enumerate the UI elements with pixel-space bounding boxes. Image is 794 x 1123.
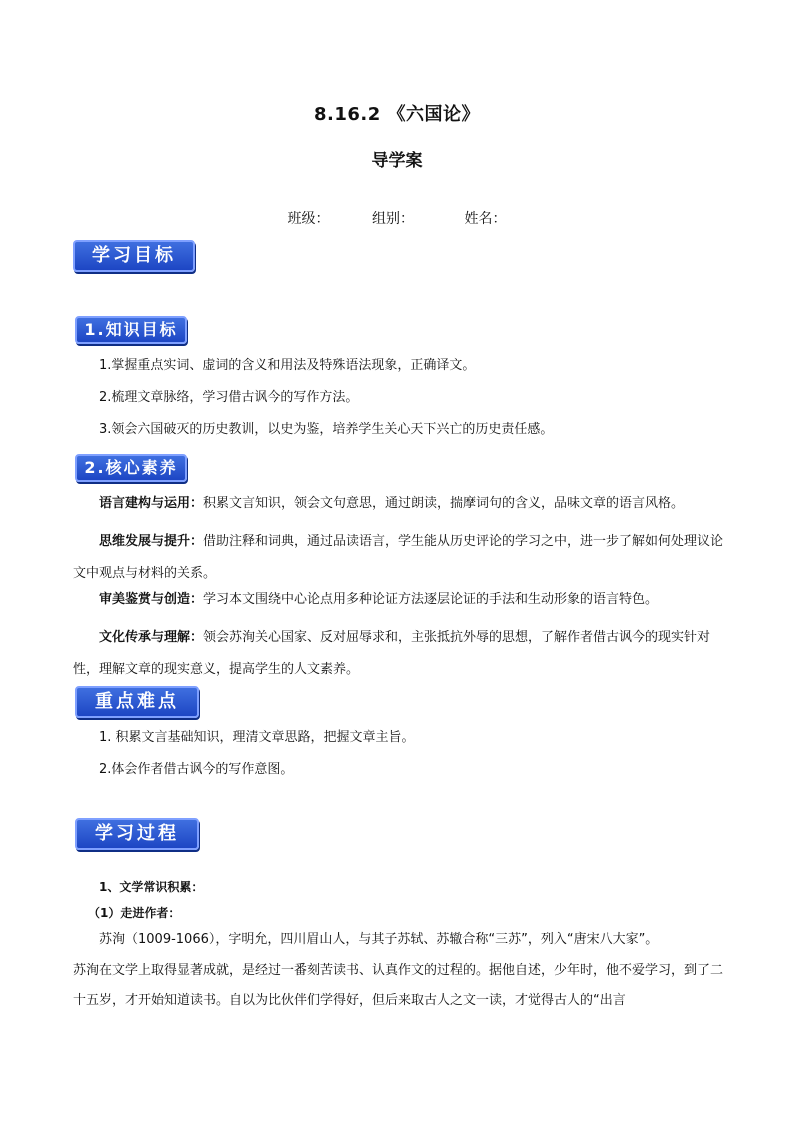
literacy-text: 借助注释和词典，通过品读语言，学生能从历史评论的学习之中，进一步了解如何处理议论文中观点与材料的关系。	[73, 534, 724, 581]
literacy-text: 领会苏洵关心国家、反对屈辱求和，主张抵抗外辱的思想，了解作者借古讽今的现实针对性，理解文章的现实意义，提高学生的人文素养。	[73, 630, 711, 677]
literacy-text: 积累文言知识，领会文句意思，通过朗读，揣摩词句的含义，品味文章的语言风格。	[203, 496, 685, 511]
core-literacy-banner: 2.核心素养	[75, 454, 187, 482]
literacy-item	[73, 494, 725, 514]
class-label: 班级：	[287, 211, 330, 227]
learning-goals-banner: 学习目标	[73, 240, 195, 272]
name-label: 姓名：	[464, 211, 507, 227]
key-points-banner: 重点难点	[75, 686, 199, 718]
literacy-label: 审美鉴赏与创造：	[99, 592, 204, 607]
literacy-item	[73, 590, 725, 610]
knowledge-goals-banner: 1.知识目标	[75, 316, 187, 344]
student-info	[0, 208, 794, 228]
literacy-text: 学习本文围绕中心论点用多种论证方法逐层论证的手法和生动形象的语言特色。	[203, 592, 659, 607]
key-item: 2.体会作者借古讽今的写作意图。	[99, 762, 294, 777]
knowledge-item: 1.掌握重点实词、虚词的含义和用法及特殊语法现象，正确译文。	[99, 358, 476, 373]
process-line: 苏洵（1009-1066），字明允，四川眉山人，与其子苏轼、苏辙合称“三苏”，列入“唐宋八大家”。	[99, 932, 659, 947]
literacy-label: 文化传承与理解：	[99, 630, 204, 645]
knowledge-item: 2.梳理文章脉络，学习借古讽今的写作方法。	[99, 390, 359, 405]
process-heading: 1、文学常识积累：	[99, 880, 204, 894]
key-item: 1. 积累文言基础知识，理清文章思路，把握文章主旨。	[99, 730, 415, 745]
literacy-label: 语言建构与运用：	[99, 496, 204, 511]
page-title: 8.16.2 《六国论》	[313, 104, 481, 125]
knowledge-item: 3.领会六国破灭的历史教训，以史为鉴，培养学生关心天下兴亡的历史责任感。	[99, 422, 554, 437]
page-subtitle: 导学案	[371, 151, 423, 171]
process-line: 苏洵在文学上取得显著成就，是经过一番刻苦读书、认真作文的过程的。据他自述，少年时，他不爱学习，到了二十五岁，才开始知道读书。自以为比伙伴们学得好，但后来取古人之文一读，才觉得古人的“出言	[73, 963, 724, 1008]
group-label: 组别：	[372, 211, 414, 227]
literacy-item	[73, 526, 725, 590]
literacy-item	[73, 622, 725, 686]
literacy-label: 思维发展与提升：	[99, 534, 204, 549]
learning-process-banner: 学习过程	[75, 818, 199, 850]
process-subheading: （1）走进作者：	[88, 906, 181, 920]
